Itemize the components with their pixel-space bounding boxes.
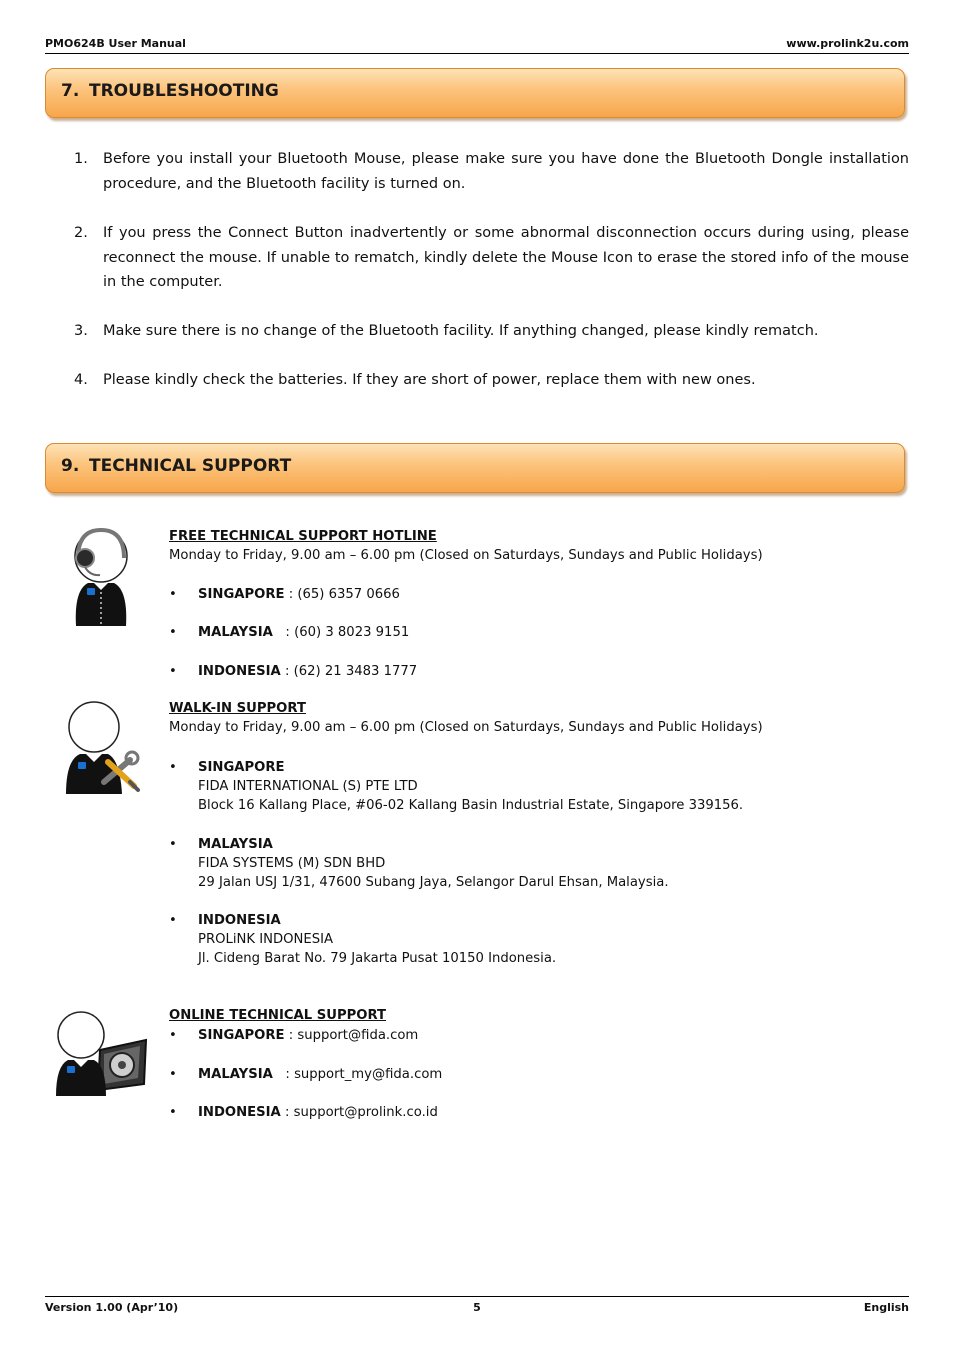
walkin-heading: WALK-IN SUPPORT — [169, 701, 306, 716]
page-header — [45, 36, 909, 54]
hotline-heading: FREE TECHNICAL SUPPORT HOTLINE — [169, 529, 437, 544]
bullet: • — [169, 1028, 177, 1043]
bullet: • — [169, 625, 177, 640]
company-name: FIDA SYSTEMS (M) SDN BHD — [198, 856, 386, 871]
online-entry: • MALAYSIA : support_my@fida.com — [169, 1067, 443, 1082]
email-link[interactable]: support_my@fida.com — [294, 1067, 443, 1082]
walkin-hours: Monday to Friday, 9.00 am – 6.00 pm (Closed on Saturdays, Sundays and Public Holidays) — [169, 720, 763, 735]
hotline-entry: • SINGAPORE : (65) 6357 0666 — [169, 587, 400, 602]
bullet: • — [169, 1105, 177, 1120]
walkin-entry: • MALAYSIA FIDA SYSTEMS (M) SDN BHD 29 Jalan USJ 1/31, 47600 Subang Jaya, Selangor Darul Ehsan, Malaysia. — [169, 837, 669, 890]
company-name: FIDA INTERNATIONAL (S) PTE LTD — [198, 779, 418, 794]
language-label: English — [863, 1301, 909, 1314]
walkin-entry: • SINGAPORE FIDA INTERNATIONAL (S) PTE LTD Block 16 Kallang Place, #06-02 Kallang Basin Industrial Estate, Singapore 339156. — [169, 760, 744, 813]
email-link[interactable]: support@fida.com — [297, 1028, 419, 1043]
bullet: • — [169, 913, 177, 928]
hotline-hours: Monday to Friday, 9.00 am – 6.00 pm (Closed on Saturdays, Sundays and Public Holidays) — [169, 548, 763, 563]
online-entry: • SINGAPORE : support@fida.com — [169, 1028, 419, 1043]
website-link[interactable]: www.prolink2u.com — [786, 37, 909, 50]
troubleshooting-item: 1. Before you install your Bluetooth Mouse, please make sure you have done the Bluetooth Dongle installation procedure, and the Bluetooth facility is turned on. — [74, 151, 909, 192]
online-entry: • INDONESIA : support@prolink.co.id — [169, 1105, 438, 1120]
phone-number: (62) 21 3483 1777 — [293, 664, 418, 679]
address: Block 16 Kallang Place, #06-02 Kallang Basin Industrial Estate, Singapore 339156. — [198, 798, 744, 813]
hotline-entry: • INDONESIA : (62) 21 3483 1777 — [169, 664, 418, 679]
technical-support-heading: 9. TECHNICAL SUPPORT — [61, 456, 292, 476]
bullet: • — [169, 587, 177, 602]
technician-agent-icon — [64, 700, 142, 796]
hotline-entry: • MALAYSIA : (60) 3 8023 9151 — [169, 625, 410, 640]
page-footer — [45, 1296, 909, 1315]
manual-title: PMO624B User Manual — [45, 37, 186, 50]
online-heading: ONLINE TECHNICAL SUPPORT — [169, 1008, 387, 1023]
bullet: • — [169, 837, 177, 852]
phone-number: (60) 3 8023 9151 — [294, 625, 410, 640]
walkin-entry: • INDONESIA PROLiNK INDONESIA Jl. Cideng Barat No. 79 Jakarta Pusat 10150 Indonesia. — [169, 913, 557, 966]
company-name: PROLiNK INDONESIA — [198, 932, 333, 947]
email-link[interactable]: support@prolink.co.id — [293, 1105, 438, 1120]
headset-agent-icon — [70, 528, 132, 628]
troubleshooting-item: 2. If you press the Connect Button inadvertently or some abnormal disconnection occurs during using, please reconnect the mouse. If unable to rematch, kindly delete the Mouse Icon to erase the stored info of the mouse in the computer. — [74, 225, 909, 290]
bullet: • — [169, 760, 177, 775]
troubleshooting-heading: 7. TROUBLESHOOTING — [61, 81, 279, 101]
phone-number: (65) 6357 0666 — [297, 587, 400, 602]
technical-support-banner — [45, 443, 905, 493]
online-agent-icon — [54, 1010, 150, 1098]
version-label: Version 1.00 (Apr’10) — [45, 1301, 179, 1314]
page-number: 5 — [473, 1301, 481, 1314]
address: 29 Jalan USJ 1/31, 47600 Subang Jaya, Selangor Darul Ehsan, Malaysia. — [198, 875, 669, 890]
address: Jl. Cideng Barat No. 79 Jakarta Pusat 10150 Indonesia. — [198, 951, 557, 966]
bullet: • — [169, 664, 177, 679]
troubleshooting-item: 3. Make sure there is no change of the Bluetooth facility. If anything changed, please kindly rematch. — [74, 323, 819, 339]
troubleshooting-banner — [45, 68, 905, 118]
bullet: • — [169, 1067, 177, 1082]
troubleshooting-item: 4. Please kindly check the batteries. If they are short of power, replace them with new ones. — [74, 372, 756, 388]
